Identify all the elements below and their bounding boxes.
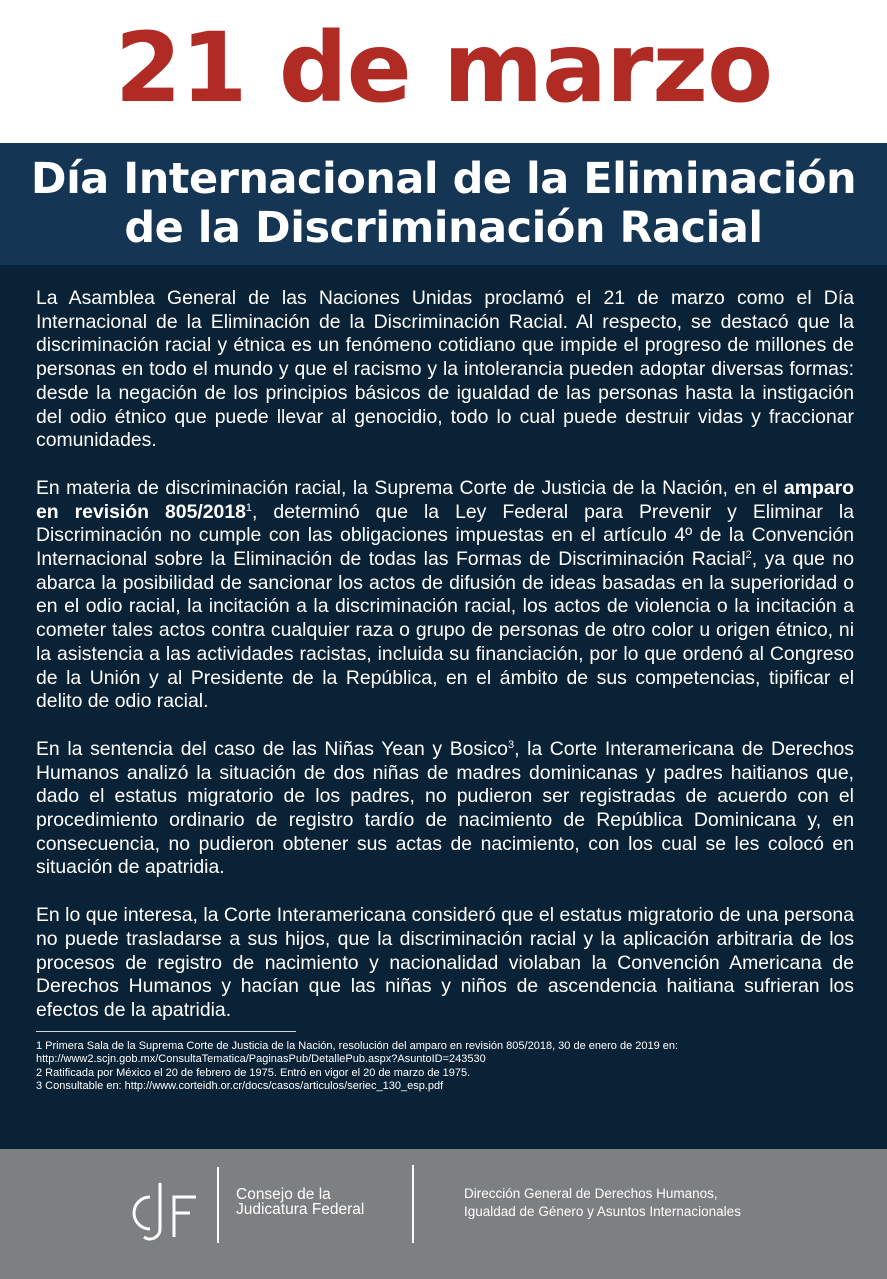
organization-name [236, 1187, 364, 1217]
department-name [464, 1185, 741, 1221]
title-line-1: Día Internacional de la Eliminación [30, 154, 857, 204]
paragraph-2-intro: En materia de discriminación racial, la Suprema Corte de Justicia de la Nación, en el [36, 476, 784, 499]
paragraph-2-end: , ya que no abarca la posibilidad de sancionar los actos de difusión de ideas basadas en la superioridad o en el odio racial, la incitación a la discriminación racial, los actos de violencia o la incitación a cometer tales actos contra cualquier raza o grupo de personas de otro color u origen étnico, ni la asistencia a las actividades racistas, incluida su financiación, por lo que ordenó al Congreso de la Unión y al Presidente de la República, en el ámbito de sus competencias, tipificar el delito de odio racial. [36, 548, 855, 713]
body-area [0, 265, 887, 1149]
footnote-3[interactable]: 3 Consultable en: http://www.corteidh.or.cr/docs/casos/articulos/seriec_130_esp.pdf [36, 1080, 444, 1093]
title-line-2: de la Discriminación Racial [124, 203, 763, 253]
footer [0, 1149, 887, 1279]
paragraph-1-text: La Asamblea General de las Naciones Unidas proclamó el 21 de marzo como el Día Internacional de la Eliminación de la Discriminación Racial. Al respecto, se destacó que la discriminación racial y étnica es un fenómeno cotidiano que impide el progreso de millones de personas en todo el mundo y que el racismo y la intolerancia pueden adoptar diversas formas: desde la negación de los principios básicos de igualdad de las personas hasta la instigación del odio étnico que puede llevar al genocidio, todo lo cual puede destruir vidas y fraccionar comunidades. [36, 287, 854, 452]
paragraph-1 [36, 287, 854, 453]
footnote-ref-2: 2 [745, 549, 752, 562]
paragraph-2-middle: , determinó que la Ley Federal para Prevenir y Eliminar la Discriminación no cumple con las obligaciones impuestas en el artículo 4º de la Convención Internacional sobre la Eliminación de todas las Formas de Discriminación Racial [36, 500, 854, 571]
organization-name-line-2: Judicatura Federal [236, 1201, 365, 1218]
organization-name-line-1: Consejo de la [236, 1186, 331, 1203]
department-name-line-2: Igualdad de Género y Asuntos Internacionales [464, 1204, 741, 1219]
paragraph-4 [36, 904, 854, 1023]
footnote-ref-1: 1 [245, 501, 253, 514]
footer-divider-1 [217, 1167, 219, 1243]
paragraph-3-intro: En la sentencia del caso de las Niñas Yean y Bosico [36, 737, 508, 760]
title-band [0, 143, 887, 265]
date-header [0, 0, 887, 143]
paragraph-3 [36, 738, 854, 880]
paragraph-3-end: , la Corte Interamericana de Derechos Humanos analizó la situación de dos niñas de madres dominicanas y padres haitianos que, dado el estatus migratorio de los padres, no pudieron ser registradas de acuerdo con el procedimiento ordinario de registro tardío de nacimiento de República Dominicana y, en consecuencia, no pudieron obtener sus actas de nacimiento, con los cual se les colocó en situación de apatridia. [36, 737, 854, 879]
footnote-1-text: 1 Primera Sala de la Suprema Corte de Justicia de la Nación, resolución del amparo en revisión 805/2018, 30 de enero de 2019 en: [36, 1039, 679, 1052]
article-content [36, 287, 854, 1094]
footer-divider-2 [412, 1165, 414, 1243]
footnote-1 [36, 1040, 854, 1067]
paragraph-2 [36, 477, 854, 714]
department-name-line-1: Dirección General de Derechos Humanos, [464, 1186, 718, 1201]
date-title: 21 de marzo [114, 11, 773, 124]
amparo-reference: amparo en revisión 805/2018 [36, 476, 854, 523]
footnote-2: 2 Ratificada por México el 20 de febrero de 1975. Entró en vigor el 20 de marzo de 1975. [36, 1066, 471, 1079]
footnote-divider [36, 1031, 296, 1032]
cjf-logo-icon [124, 1177, 204, 1249]
paragraph-4-text: En lo que interesa, la Corte Interamericana consideró que el estatus migratorio de una persona no puede trasladarse a sus hijos, que la discriminación racial y la aplicación arbitraria de los procesos de registro de nacimiento y nacionalidad violaban la Convención Americana de Derechos Humanos y hacían que las niñas y niños de ascendencia haitiana sufrieran los efectos de la apatridia. [36, 904, 854, 1021]
footnote-ref-3: 3 [507, 738, 515, 751]
footnote-1-link[interactable]: http://www2.scjn.gob.mx/ConsultaTematica/PaginasPub/DetallePub.aspx?AsuntoID=243530 [36, 1053, 486, 1066]
